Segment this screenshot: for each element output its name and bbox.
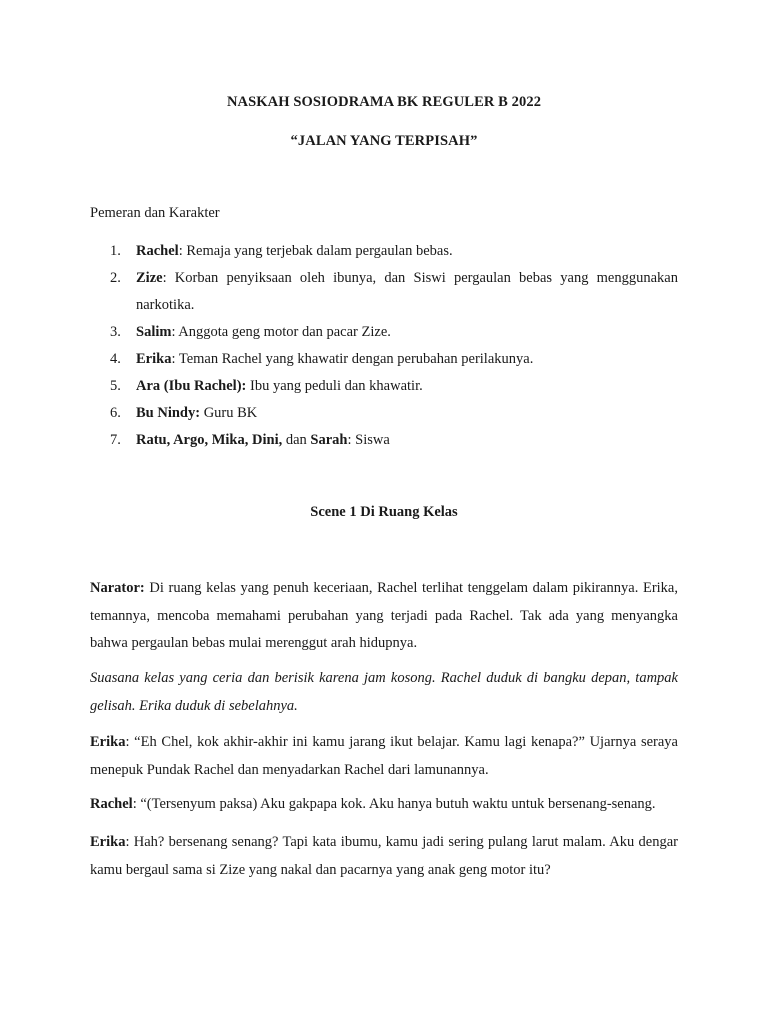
paragraph-text: Suasana kelas yang ceria dan berisik karena jam kosong. Rachel duduk di bangku depan, tampak gelisah. Erika duduk di sebelahnya. — [90, 670, 678, 714]
paragraph-text: : Hah? bersenang senang? Tapi kata ibumu, kamu jadi sering pulang larut malam. Aku dengar kamu bergaul sama si Zize yang nakal dan pacarnya yang anak geng motor itu? — [90, 834, 678, 878]
cast-number: 4. — [110, 351, 121, 367]
cast-item — [90, 373, 678, 400]
dialogue-paragraph — [90, 829, 678, 884]
scene-title: Scene 1 Di Ruang Kelas — [310, 504, 458, 520]
cast-description: : Siswa — [347, 432, 390, 448]
speaker-label: Erika — [90, 834, 126, 850]
speaker-label: Erika — [90, 734, 126, 750]
cast-number: 5. — [110, 378, 121, 394]
document-title: NASKAH SOSIODRAMA BK REGULER B 2022 — [226, 94, 542, 110]
play-title: “JALAN YANG TERPISAH” — [290, 133, 478, 149]
cast-item — [90, 265, 678, 319]
cast-item — [90, 238, 678, 265]
cast-list — [90, 238, 678, 454]
cast-name: Sarah — [310, 432, 348, 448]
cast-description: : Korban penyiksaan oleh ibunya, dan Siswi pergaulan bebas yang menggunakan narkotika. — [136, 270, 678, 313]
narration-paragraph — [90, 575, 678, 658]
dialogue-paragraph — [90, 729, 678, 784]
cast-item — [90, 319, 678, 346]
cast-description: Ibu yang peduli dan khawatir. — [246, 378, 423, 394]
cast-name: Ara (Ibu Rachel): — [136, 378, 247, 394]
speaker-label: Narator: — [90, 580, 145, 596]
cast-name: Salim — [136, 324, 172, 340]
paragraph-text: : “(Tersenyum paksa) Aku gakpapa kok. Aku hanya butuh waktu untuk bersenang-senang. — [132, 796, 656, 812]
cast-item — [90, 346, 678, 373]
cast-number: 3. — [110, 324, 121, 340]
cast-name: Bu Nindy: — [136, 405, 201, 421]
speaker-label: Rachel — [90, 796, 133, 812]
cast-number: 1. — [110, 243, 121, 259]
cast-name: Rachel — [136, 243, 179, 259]
cast-description: Guru BK — [200, 405, 258, 421]
stage-direction — [90, 665, 678, 720]
cast-number: 7. — [110, 432, 121, 448]
cast-name: Erika — [136, 351, 172, 367]
cast-number: 6. — [110, 405, 121, 421]
paragraph-text: Di ruang kelas yang penuh keceriaan, Rachel terlihat tenggelam dalam pikirannya. Erika, temannya, mencoba memahami perubahan yang terjadi pada Rachel. Tak ada yang menyangka bahwa pergaulan bebas mulai merenggut arah hidupnya. — [90, 580, 678, 651]
cast-heading: Pemeran dan Karakter — [90, 205, 220, 221]
cast-item — [90, 427, 678, 454]
cast-name: Zize — [136, 270, 163, 286]
cast-description: : Teman Rachel yang khawatir dengan perubahan perilakunya. — [171, 351, 534, 367]
cast-conjunction: dan — [282, 432, 311, 448]
paragraph-text: : “Eh Chel, kok akhir-akhir ini kamu jarang ikut belajar. Kamu lagi kenapa?” Ujarnya seraya menepuk Pundak Rachel dan menyadarkan Rachel dari lamunannya. — [90, 734, 678, 778]
cast-name: Ratu, Argo, Mika, Dini, — [136, 432, 283, 448]
cast-item — [90, 400, 678, 427]
dialogue-paragraph — [90, 791, 678, 819]
cast-description: : Remaja yang terjebak dalam pergaulan bebas. — [178, 243, 453, 259]
cast-number: 2. — [110, 270, 121, 286]
cast-description: : Anggota geng motor dan pacar Zize. — [171, 324, 391, 340]
